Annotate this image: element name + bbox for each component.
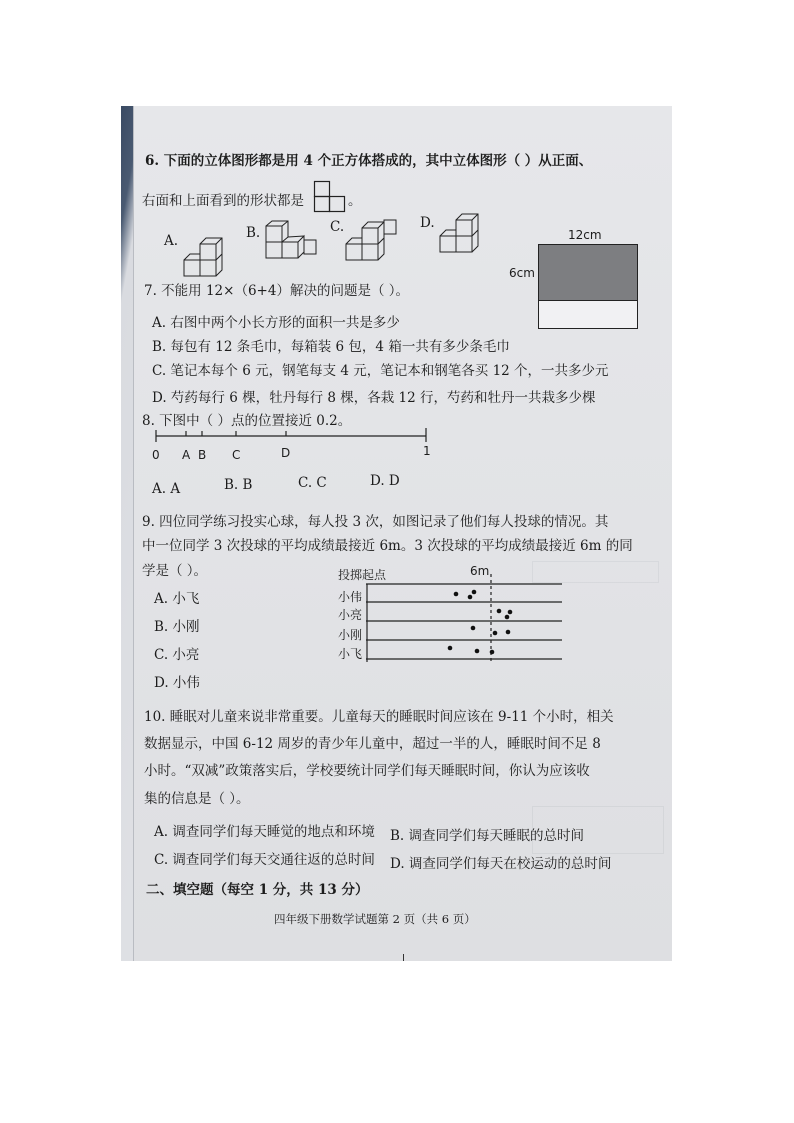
- q10-line4: 集的信息是（ ）。: [144, 791, 250, 807]
- q9-line1: 9. 四位同学练习投实心球，每人投 3 次，如图记录了他们每人投球的情况。其: [142, 514, 609, 530]
- q10-option-b: B. 调查同学们每天睡眠的总时间: [390, 828, 585, 844]
- q7-fig-height-label: 6cm: [509, 266, 535, 280]
- q8-option-d: D. D: [370, 473, 400, 489]
- section2-title: 二、填空题（每空 1 分，共 13 分）: [146, 882, 369, 898]
- q10-line2: 数据显示，中国 6-12 周岁的青少年儿童中，超过一半的人，睡眠时间不足 8: [144, 736, 601, 752]
- q9-fig-row-xiaofei: 小飞: [338, 647, 363, 661]
- q9-option-c: C. 小亮: [154, 647, 200, 663]
- q6-cube-figure-c: [344, 214, 400, 266]
- q6-option-b: B.: [246, 225, 261, 241]
- q8-label-one: 1: [423, 444, 431, 458]
- page-footer: 四年级下册数学试题第 2 页（共 6 页）: [274, 912, 476, 926]
- q6-cube-figure-b: [264, 220, 320, 266]
- q6-line2-end: 。: [348, 193, 362, 209]
- q8-label-c: C: [232, 448, 241, 462]
- q8-option-b: B. B: [224, 477, 253, 493]
- binding-mark: [403, 954, 404, 961]
- q8-option-a: A. A: [152, 481, 181, 497]
- q10-option-c: C. 调查同学们每天交通往返的总时间: [154, 852, 375, 868]
- q7-option-d: D. 芍药每行 6 棵，牡丹每行 8 棵，各栽 12 行，芍药和牡丹一共栽多少棵: [152, 390, 596, 406]
- q9-fig-row-xiaoliang: 小亮: [338, 608, 363, 622]
- q6-option-d: D.: [420, 215, 435, 231]
- q7-option-c: C. 笔记本每个 6 元，钢笔每支 4 元，笔记本和钢笔各买 12 个，一共多少元: [152, 363, 609, 379]
- q8-label-b: B: [198, 448, 207, 462]
- q10-option-a: A. 调查同学们每天睡觉的地点和环境: [154, 824, 375, 840]
- q6-cube-figure-d: [438, 210, 494, 258]
- exam-page: [133, 106, 672, 961]
- q8-number-line: [154, 426, 434, 446]
- q10-line1: 10. 睡眠对儿童来说非常重要。儿童每天的睡眠时间应该在 9-11 个小时，相关: [144, 709, 614, 725]
- q9-fig-row-xiaowei: 小伟: [338, 590, 363, 604]
- q8-option-c: C. C: [298, 475, 327, 491]
- q7-rectangle-figure: [538, 244, 638, 330]
- q7-stem: 7. 不能用 12×（6+4）解决的问题是（ ）。: [144, 283, 409, 299]
- q9-option-d: D. 小伟: [154, 675, 200, 691]
- q10-option-d: D. 调查同学们每天在校运动的总时间: [390, 856, 612, 872]
- photo-frame: [121, 106, 672, 961]
- q9-option-a: A. 小飞: [154, 591, 200, 607]
- q9-fig-row-xiaogang: 小刚: [338, 628, 363, 642]
- q9-line3: 学是（ ）。: [142, 563, 208, 579]
- q10-line3: 小时。“双减”政策落实后，学校要统计同学们每天睡眠时间，你认为应该收: [144, 763, 590, 779]
- q7-option-b: B. 每包有 12 条毛巾，每箱装 6 包，4 箱一共有多少条毛巾: [152, 339, 510, 355]
- q8-label-a: A: [182, 448, 191, 462]
- q9-fig-6m-label: 6m: [470, 564, 490, 578]
- q7-fig-width-label: 12cm: [568, 228, 602, 242]
- q6-option-c: C.: [330, 219, 345, 235]
- q6-view-shape: [314, 181, 346, 213]
- q9-line2: 中一位同学 3 次投球的平均成绩最接近 6m。3 次投球的平均成绩最接近 6m 的同: [142, 538, 633, 554]
- q7-option-a: A. 右图中两个小长方形的面积一共是多少: [152, 315, 400, 331]
- q9-fig-start-label: 投掷起点: [338, 568, 387, 582]
- q6-line1: 6. 下面的立体图形都是用 4 个正方体搭成的，其中立体图形（ ）从正面、: [145, 153, 593, 169]
- q8-label-zero: 0: [152, 448, 160, 462]
- q8-stem: 8. 下图中（ ）点的位置接近 0.2。: [142, 413, 352, 429]
- q9-option-b: B. 小刚: [154, 619, 200, 635]
- q6-line2: 右面和上面看到的形状都是: [142, 193, 304, 209]
- q6-option-a: A.: [164, 233, 179, 249]
- q9-throw-figure: [366, 580, 566, 666]
- q8-label-d: D: [281, 446, 291, 460]
- q6-cube-figure-a: [182, 232, 232, 282]
